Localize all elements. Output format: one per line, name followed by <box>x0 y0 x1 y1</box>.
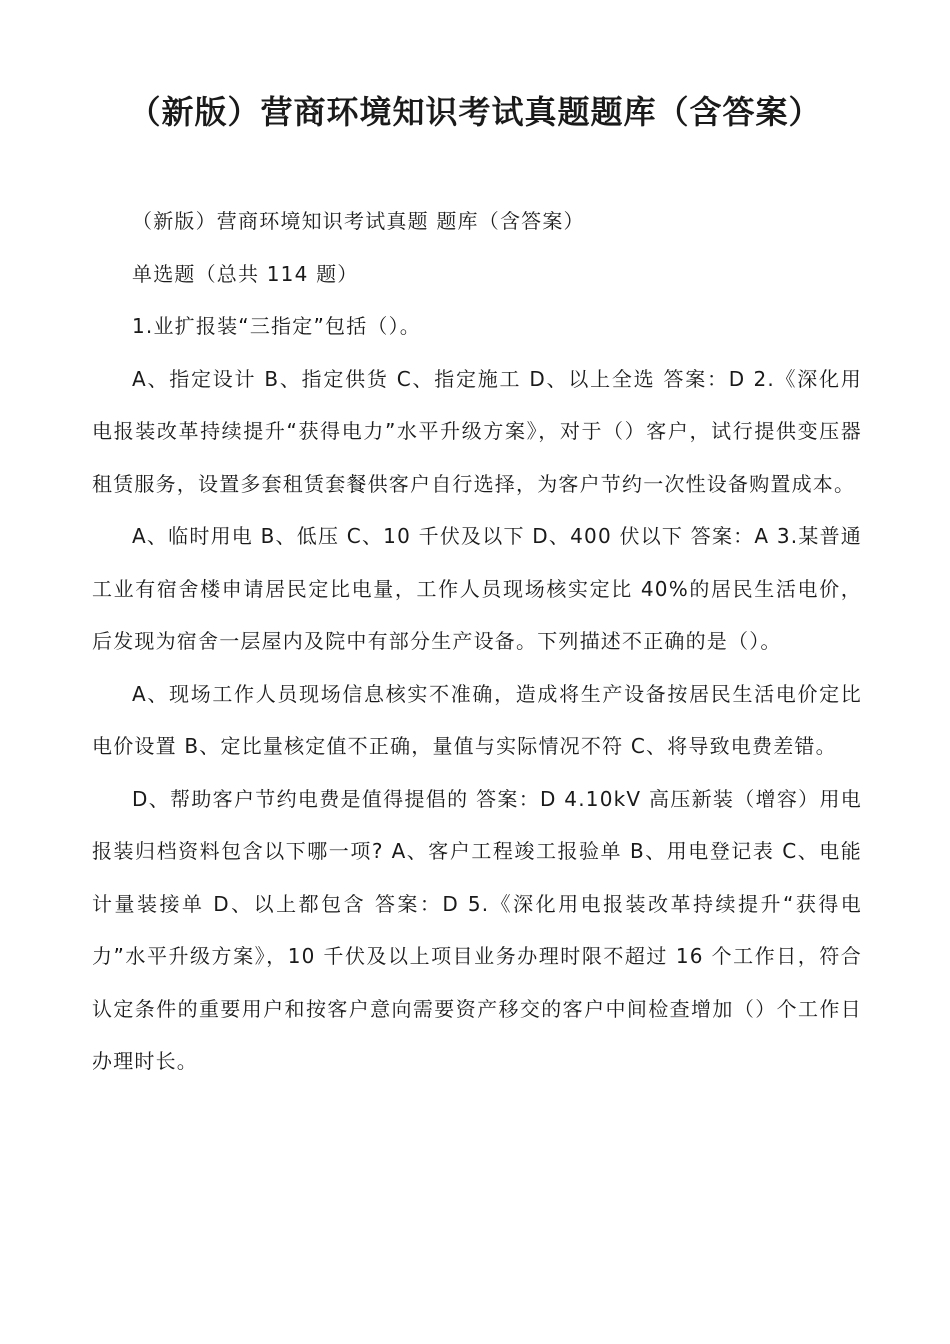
document-body <box>92 195 862 1088</box>
paragraph-subtitle: （新版）营商环境知识考试真题 题库（含答案） <box>132 209 585 233</box>
paragraph-section-heading: 单选题（总共 114 题） <box>132 261 359 286</box>
paragraph-options-3-question-4-5: D、帮助客户节约电费是值得提倡的 答案：D 4.10kV 高压新装（增容）用电报装归档资料包含以下哪一项? A、客户工程竣工报验单 B、用电登记表 C、电能计量装接单 D、以上都包含 答案：D 5.《深化用电报装改革持续提升“获得电力”水平升级方案》，10 千伏及以上项目业务办理时限不超过 16 个工作日，符合认定条件的重要用户和按客户意向需要资产移交的客户中间检查增加（）个工作日办理时长。 <box>92 786 862 1073</box>
document-title: （新版）营商环境知识考试真题题库（含答案） <box>128 93 822 131</box>
paragraph-options-2-question-3: A、临时用电 B、低压 C、10 千伏及以下 D、400 伏以下 答案：A 3.某普通工业有宿舍楼申请居民定比电量，工作人员现场核实定比 40%的居民生活电价，后发现为宿舍一层屋内及院中有部分生产设备。下列描述不正确的是（）。 <box>92 524 862 653</box>
paragraph-options-1-question-2: A、指定设计 B、指定供货 C、指定施工 D、以上全选 答案：D 2.《深化用电报装改革持续提升“获得电力”水平升级方案》，对于（）客户，试行提供变压器租赁服务，设置多套租赁套餐供客户自行选择，为客户节约一次性设备购置成本。 <box>92 366 862 496</box>
paragraph-question-1: 1.业扩报装“三指定”包括（）。 <box>132 314 422 338</box>
paragraph-options-3: A、现场工作人员现场信息核实不准确，造成将生产设备按居民生活电价定比电价设置 B、定比量核定值不正确，量值与实际情况不符 C、将导致电费差错。 <box>92 681 862 758</box>
